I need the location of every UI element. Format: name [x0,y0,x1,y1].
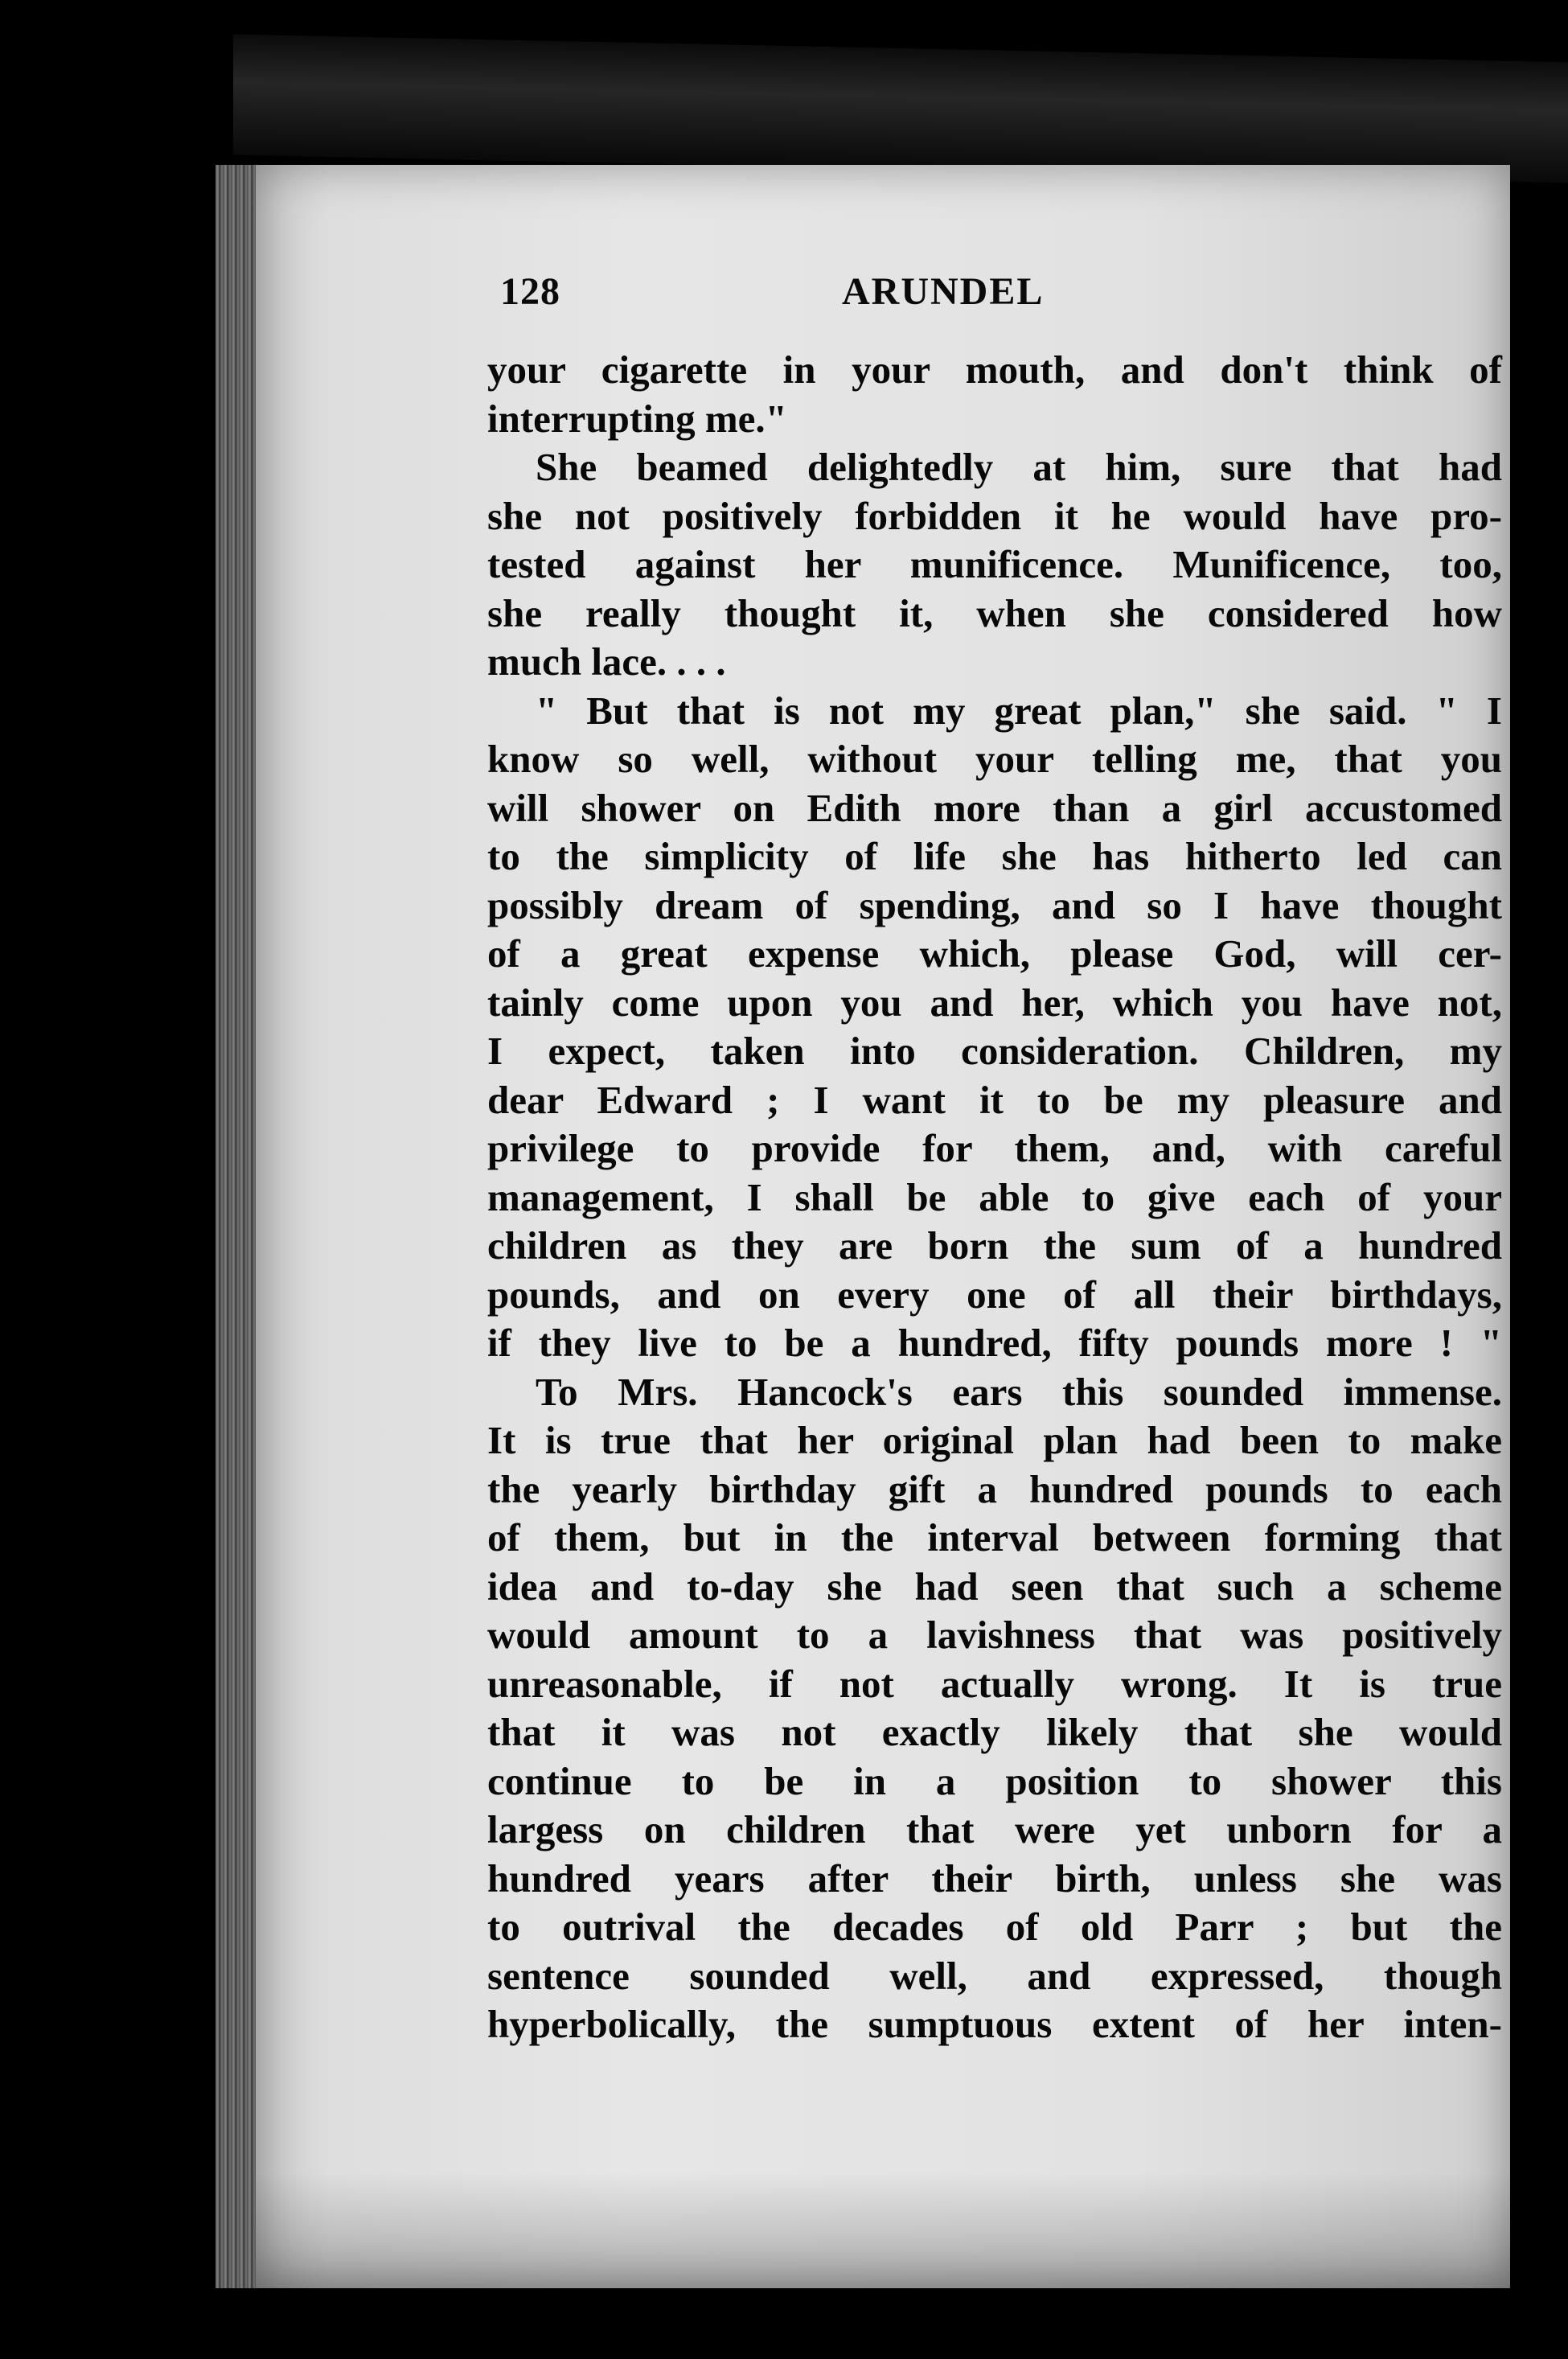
text-line: hundred years after their birth, unless she was [487,1856,1502,1901]
text-line: to outrival the decades of old Parr ; but the [487,1905,1502,1949]
text-line: management, I shall be able to give each of your [487,1174,1502,1219]
text-line: to the simplicity of life she has hitherto led can [487,834,1502,878]
text-line: much lace. . . . [487,639,726,684]
page-number: 128 [500,270,560,313]
text-line: " But that is not my great plan," she said. " I [536,688,1502,733]
text-line: tainly come upon you and her, which you have not, [487,980,1502,1025]
text-line: the yearly birthday gift a hundred pounds to each [487,1466,1502,1511]
text-line: largess on children that were yet unborn for a [487,1807,1502,1851]
scan-shadow [233,35,1568,183]
text-line: of a great expense which, please God, will cer- [487,931,1502,976]
text-line: your cigarette in your mouth, and don't think of [487,347,1502,392]
text-line: dear Edward ; I want it to be my pleasure and [487,1077,1502,1122]
text-line: children as they are born the sum of a hundred [487,1223,1502,1268]
text-line: I expect, taken into consideration. Children, my [487,1029,1502,1073]
running-head: ARUNDEL [842,270,1045,313]
text-line: she not positively forbidden it he would have pro- [487,493,1502,538]
text-line: idea and to-day she had seen that such a scheme [487,1564,1502,1609]
text-line: sentence sounded well, and expressed, though [487,1953,1502,1998]
text-line: continue to be in a position to shower this [487,1758,1502,1803]
text-line: pounds, and on every one of all their birthdays, [487,1272,1502,1317]
page-shadow [256,2172,1510,2288]
text-line: if they live to be a hundred, fifty pounds more ! " [487,1321,1502,1365]
text-line: hyperbolically, the sumptuous extent of her inten- [487,2002,1502,2046]
text-line: To Mrs. Hancock's ears this sounded immense. [536,1369,1502,1414]
text-line: It is true that her original plan had been to make [487,1418,1502,1462]
text-line: would amount to a lavishness that was positively [487,1613,1502,1657]
text-line: interrupting me." [487,396,787,441]
text-line: privilege to provide for them, and, with careful [487,1126,1502,1170]
body-text [487,346,1502,2049]
text-line: of them, but in the interval between forming that [487,1515,1502,1560]
text-line: she really thought it, when she considered how [487,590,1502,635]
page-header [500,269,1513,334]
text-line: unreasonable, if not actually wrong. It is true [487,1661,1502,1706]
text-line: She beamed delightedly at him, sure that had [536,445,1502,489]
text-line: will shower on Edith more than a girl accustomed [487,785,1502,830]
text-line: know so well, without your telling me, that you [487,737,1502,781]
text-line: possibly dream of spending, and so I have thought [487,882,1502,927]
text-line: that it was not exactly likely that she would [487,1710,1502,1754]
text-line: tested against her munificence. Munificence, too, [487,542,1502,586]
